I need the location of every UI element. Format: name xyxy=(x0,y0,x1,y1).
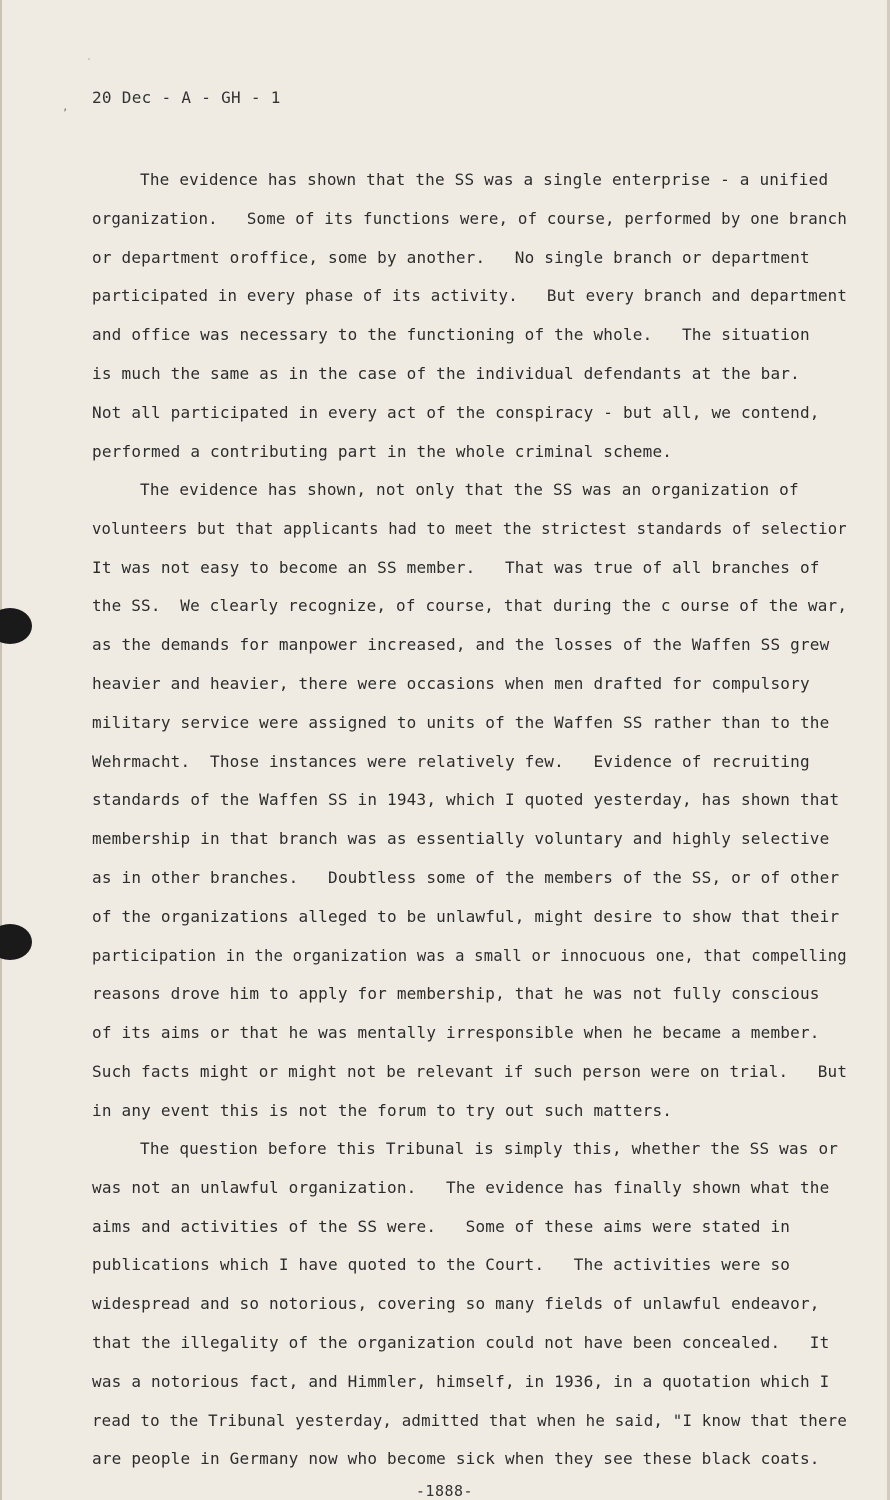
paragraph-line: as in other branches. Doubtless some of the members of the SS, or of other xyxy=(92,868,840,887)
paragraph-line: participation in the organization was a small or innocuous one, that compelling xyxy=(92,945,847,965)
paragraph-line: was a notorious fact, and Himmler, himself, in 1936, in a quotation which I xyxy=(92,1371,830,1391)
paper-mark: ’ xyxy=(62,108,69,119)
paragraph-line: read to the Tribunal yesterday, admitted that when he said, "I know that there xyxy=(92,1410,848,1430)
paragraph-line: Not all participated in every act of the conspiracy - but all, we contend, xyxy=(92,402,820,422)
paragraph-line: military service were assigned to units of the Waffen SS rather than to the xyxy=(92,712,830,732)
paragraph-line: are people in Germany now who become sick when they see these black coats. xyxy=(92,1449,820,1469)
paragraph-first-line: The evidence has shown that the SS was a single enterprise - a unified xyxy=(140,170,829,189)
paragraph-line: reasons drove him to apply for membership, that he was not fully conscious xyxy=(92,984,820,1004)
paragraph-line: and office was necessary to the functioning of the whole. The situation xyxy=(92,325,810,345)
paragraph-line: heavier and heavier, there were occasions when men drafted for compulsory xyxy=(92,674,810,693)
paragraph-line: Such facts might or might not be relevant if such person were on trial. But xyxy=(92,1062,848,1081)
paragraph-line: volunteers but that applicants had to meet the strictest standards of selectior xyxy=(92,518,847,538)
paragraph-line: of the organizations alleged to be unlawful, might desire to show that their xyxy=(92,906,840,926)
paragraph-line: organization. Some of its functions were, of course, performed by one branch xyxy=(92,208,848,228)
document-reference: 20 Dec - A - GH - 1 xyxy=(92,88,281,107)
paragraph-line: widespread and so notorious, covering so many fields of unlawful endeavor, xyxy=(92,1294,820,1314)
paper-mark: ˙ xyxy=(86,58,93,69)
paragraph-line: standards of the Waffen SS in 1943, which I quoted yesterday, has shown that xyxy=(92,790,840,810)
paragraph-line: as the demands for manpower increased, and the losses of the Waffen SS grew xyxy=(92,635,830,655)
paragraph-first-line: The evidence has shown, not only that the SS was an organization of xyxy=(140,480,799,499)
page-number: -1888- xyxy=(415,1482,474,1500)
paragraph-line: is much the same as in the case of the individual defendants at the bar. xyxy=(92,364,800,383)
paragraph-line: of its aims or that he was mentally irresponsible when he became a member. xyxy=(92,1023,820,1043)
paragraph-first-line: The question before this Tribunal is simply this, whether the SS was or xyxy=(140,1139,839,1158)
paragraph-line: performed a contributing part in the whole criminal scheme. xyxy=(92,441,673,461)
punch-hole-bottom xyxy=(0,924,32,960)
paragraph-line: in any event this is not the forum to try out such matters. xyxy=(92,1100,673,1120)
paragraph-line: Wehrmacht. Those instances were relatively few. Evidence of recruiting xyxy=(92,751,810,771)
paragraph-line: was not an unlawful organization. The evidence has finally shown what the xyxy=(92,1177,830,1197)
paragraph-line: It was not easy to become an SS member. That was true of all branches of xyxy=(92,557,820,577)
paragraph-line: membership in that branch was as essentially voluntary and highly selective xyxy=(92,829,830,849)
punch-hole-top xyxy=(0,608,32,644)
paragraph-line: or department oroffice, some by another. No single branch or department xyxy=(92,247,810,267)
paragraph-line: publications which I have quoted to the Court. The activities were so xyxy=(92,1255,791,1275)
paragraph-line: the SS. We clearly recognize, of course, that during the c ourse of the war, xyxy=(92,596,848,616)
paragraph-line: aims and activities of the SS were. Some of these aims were stated in xyxy=(92,1216,791,1236)
paragraph-line: participated in every phase of its activity. But every branch and department xyxy=(92,286,848,306)
paragraph-line: that the illegality of the organization could not have been concealed. It xyxy=(92,1333,830,1352)
